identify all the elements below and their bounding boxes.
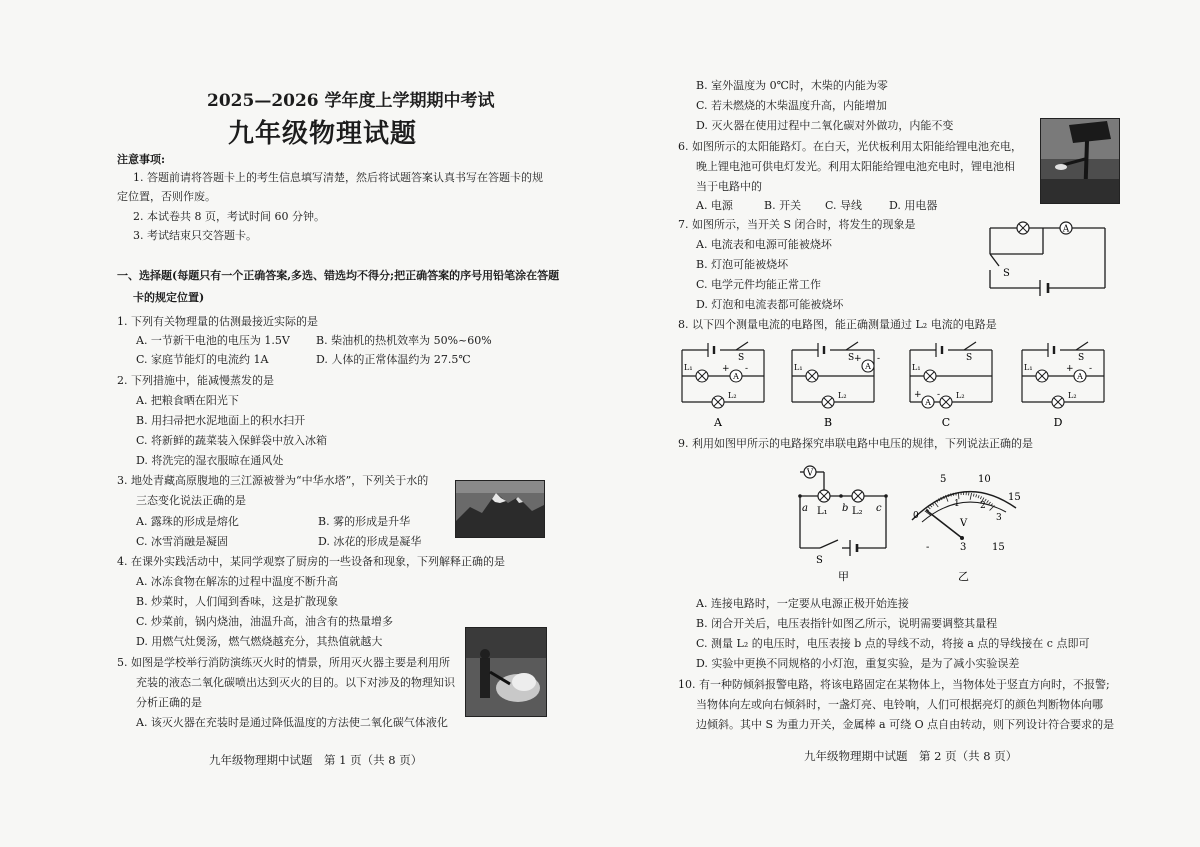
q5-stem-cont: 充装的液态二氧化碳喷出达到灭火的目的。以下对涉及的物理知识 [136, 676, 455, 689]
dial-tick [989, 502, 991, 504]
q5-option-b: B. 室外温度为 0℃时，木柴的内能为零 [696, 79, 888, 92]
q6-stem-cont2: 当于电路中的 [696, 180, 762, 193]
q9-lamp-1 [818, 490, 830, 502]
svg-text:-: - [877, 354, 881, 364]
notes-item-2: 2. 本试卷共 8 页，考试时间 60 分钟。 [133, 210, 325, 223]
q8-label-2: C [941, 416, 951, 429]
q8-circuit-b [792, 342, 880, 429]
q5-stem-cont2: 分析正确的是 [136, 696, 202, 709]
q6-stem-cont: 晚上锂电池可供电灯发光。利用太阳能给锂电池充电时，锂电池相 [696, 160, 1015, 173]
dial-tick [953, 493, 954, 496]
q8-circuit-d [1022, 342, 1104, 429]
dial-tick [978, 495, 979, 498]
q9-scale-top-10: 10 [978, 474, 991, 485]
solar-streetlight-photo [1040, 118, 1120, 204]
svg-text:S: S [1078, 353, 1085, 363]
svg-text:+: + [1066, 364, 1074, 374]
q1-option-c: C. 家庭节能灯的电流约 1A [136, 353, 269, 366]
section-heading: 一、选择题(每题只有一个正确答案,多选、错选均不得分;把正确答案的序号用铅笔涂在答题 [117, 269, 560, 282]
page-title: 九年级物理试题 [228, 119, 418, 149]
svg-text:L₂: L₂ [1068, 391, 1077, 400]
q9-point-c: c [876, 503, 882, 514]
q4-option-d: D. 用燃气灶煲汤，燃气燃烧越充分，其热值就越大 [136, 635, 383, 648]
q7-switch-label: S [1003, 268, 1010, 279]
q9-dial-pointer [926, 510, 962, 538]
q8-circuit-diagrams [678, 338, 1130, 432]
q3-option-d: D. 冰花的形成是凝华 [318, 535, 422, 548]
q9-scale-bottom-2: 2 [980, 501, 986, 511]
svg-text:-: - [937, 390, 941, 400]
q2-option-d: D. 将洗完的湿衣服晾在通风处 [136, 454, 284, 467]
q4-stem: 4. 在课外实践活动中，某同学观察了厨房的一些设备和现象，下列解释正确的是 [117, 555, 505, 568]
q10-stem-cont: 当物体向左或向右倾斜时，一盏灯亮、电铃响，人们可根据亮灯的颜色判断物体向哪 [696, 698, 1103, 711]
q9-point-b: b [842, 503, 849, 514]
section-heading-cont: 卡的规定位置) [133, 291, 205, 304]
q9-caption-yi: 乙 [958, 570, 969, 583]
q9-lamp1-label: L₁ [817, 506, 828, 517]
q9-point-a: a [802, 503, 808, 514]
q6-option-d: D. 用电器 [889, 199, 938, 212]
q1-option-b: B. 柴油机的热机效率为 50%~60% [316, 334, 492, 347]
q3-option-b: B. 雾的形成是升华 [318, 515, 411, 528]
exam-heading: 2025—2026 学年度上学期期中考试 [207, 91, 495, 111]
dial-tick [928, 507, 930, 509]
dial-tick [970, 493, 971, 500]
svg-text:-: - [1089, 364, 1093, 374]
q9-caption-jia: 甲 [838, 570, 849, 583]
notes-heading: 注意事项: [117, 153, 166, 166]
q9-scale-top-15: 15 [1008, 492, 1021, 503]
svg-text:S: S [738, 353, 745, 363]
q1-option-d: D. 人体的正常体温约为 27.5℃ [316, 353, 471, 366]
svg-text:A: A [925, 398, 931, 408]
dial-tick [976, 494, 977, 497]
q9-option-a: A. 连接电路时，一定要从电源正极开始连接 [696, 597, 909, 610]
svg-text:+: + [722, 364, 730, 374]
q9-switch-label: S [816, 555, 823, 566]
q9-option-d: D. 实验中更换不同规格的小灯泡，重复实验，是为了减小实验误差 [696, 657, 1020, 670]
q3-stem-cont: 三态变化说法正确的是 [136, 494, 246, 507]
q6-option-c: C. 导线 [825, 199, 863, 212]
notes-item-3: 3. 考试结束只交答题卡。 [133, 229, 257, 242]
q2-stem: 2. 下列措施中，能减慢蒸发的是 [117, 374, 274, 387]
q7-option-a: A. 电流表和电源可能被烧坏 [696, 238, 832, 251]
q9-scale-bottom-1: 1 [954, 499, 960, 509]
footer-page-1: 九年级物理期中试题 第 1 页（共 8 页） [209, 753, 423, 767]
right-page [600, 0, 1200, 847]
q5-option-c: C. 若未燃烧的木柴温度升高，内能增加 [696, 99, 888, 112]
q2-option-b: B. 用扫帚把水泥地面上的积水扫开 [136, 414, 306, 427]
svg-text:L₁: L₁ [912, 363, 921, 372]
q10-stem-cont2: 边倾斜。其中 S 为重力开关，金属棒 a 可绕 O 点自由转动，则下列设计符合要求的是 [696, 718, 1115, 731]
svg-text:S: S [966, 353, 973, 363]
q5-option-a: A. 该灭火器在充装时是通过降低温度的方法使二氧化碳气体液化 [136, 716, 448, 729]
q9-figures [790, 460, 1040, 585]
svg-text:L₂: L₂ [956, 391, 965, 400]
svg-text:-: - [745, 364, 749, 374]
q6-stem: 6. 如图所示的太阳能路灯。在白天，光伏板利用太阳能给锂电池充电， [678, 140, 1022, 153]
q1-stem: 1. 下列有关物理量的估测最接近实际的是 [117, 315, 318, 328]
q9-option-b: B. 闭合开关后，电压表指针如图乙所示，说明需要调整其量程 [696, 617, 998, 630]
notes-item-1-cont: 定位置，否则作废。 [117, 190, 216, 203]
q7-ammeter-label: A [1062, 224, 1070, 235]
q10-stem: 10. 有一种防倾斜报警电路，将该电路固定在某物体上，当物体处于竖直方向时，不报警; [678, 678, 1110, 691]
svg-text:+: + [854, 354, 862, 364]
q8-label-0: A [714, 416, 722, 429]
svg-text:L₂: L₂ [838, 391, 847, 400]
fire-drill-photo [465, 627, 547, 717]
svg-text:A: A [865, 362, 871, 372]
q7-lamp [1017, 222, 1029, 234]
q9-terminal-3: 3 [960, 542, 967, 553]
q3-option-c: C. 冰雪消融是凝固 [136, 535, 229, 548]
q7-stem: 7. 如图所示，当开关 S 闭合时，将发生的现象是 [678, 218, 916, 231]
notes-item-1: 1. 答题前请将答题卡上的考生信息填写清楚，然后将试题答案认真书写在答题卡的规 [133, 171, 543, 184]
q8-figures [682, 342, 1104, 429]
svg-text:S: S [848, 353, 855, 363]
q2-option-c: C. 将新鲜的蔬菜装入保鲜袋中放入冰箱 [136, 434, 328, 447]
q7-option-d: D. 灯泡和电流表都可能被烧坏 [696, 298, 844, 311]
q8-label-3: D [1053, 416, 1063, 429]
svg-text:+: + [914, 390, 922, 400]
q7-option-c: C. 电学元件均能正常工作 [696, 278, 822, 291]
q9-scale-bottom-3: 3 [996, 513, 1002, 523]
dial-tick [930, 505, 932, 507]
q8-stem: 8. 以下四个测量电流的电路图，能正确测量通过 L₂ 电流的电路是 [678, 318, 997, 331]
q5-stem: 5. 如图是学校举行消防演练灭火时的情景，所用灭火器主要是利用所 [117, 656, 450, 669]
q4-option-c: C. 炒菜前，锅内烧油，油温升高，油含有的热量增多 [136, 615, 394, 628]
dial-tick [987, 500, 989, 502]
q4-option-b: B. 炒菜时，人们闻到香味，这是扩散现象 [136, 595, 339, 608]
q9-voltmeter-label: V [806, 468, 814, 479]
q5-option-d: D. 灭火器在使用过程中二氧化碳对外做功，内能不变 [696, 119, 954, 132]
q6-option-b: B. 开关 [764, 199, 802, 212]
q8-circuit-a [682, 342, 764, 429]
q9-option-c: C. 测量 L₂ 的电压时，电压表接 b 点的导线不动，将接 a 点的导线接在 c 点即可 [696, 637, 1090, 650]
q1-option-a: A. 一节新干电池的电压为 1.5V [136, 334, 290, 347]
q4-option-a: A. 冰冻食物在解冻的过程中温度不断升高 [136, 575, 338, 588]
q9-stem: 9. 利用如图甲所示的电路探究串联电路中电压的规律，下列说法正确的是 [678, 437, 1033, 450]
q7-option-b: B. 灯泡可能被烧坏 [696, 258, 789, 271]
svg-text:A: A [1077, 372, 1083, 382]
dial-tick [980, 496, 981, 499]
q3-stem: 3. 地处青藏高原腹地的三江源被誉为“中华水塔”，下列关于水的 [117, 474, 429, 487]
q6-option-a: A. 电源 [696, 199, 733, 212]
snow-mountain-photo [455, 480, 545, 538]
q2-option-a: A. 把粮食晒在阳光下 [136, 394, 239, 407]
svg-text:L₂: L₂ [728, 391, 737, 400]
dial-tick [973, 494, 974, 497]
q9-terminal-minus: - [926, 542, 930, 553]
footer-page-2: 九年级物理期中试题 第 2 页（共 8 页） [804, 749, 1018, 763]
q9-circuit-jia [800, 472, 886, 556]
q7-circuit-diagram [985, 218, 1115, 300]
svg-text:L₁: L₁ [684, 363, 693, 372]
q3-option-a: A. 露珠的形成是熔化 [136, 515, 239, 528]
q9-dial-unit: V [960, 518, 968, 529]
q9-lamp2-label: L₂ [852, 506, 863, 517]
q9-scale-top-5: 5 [940, 474, 947, 485]
svg-text:A: A [733, 372, 739, 382]
q8-label-1: B [823, 416, 833, 429]
q8-circuit-c [910, 342, 992, 429]
svg-text:L₁: L₁ [794, 363, 803, 372]
svg-text:L₁: L₁ [1024, 363, 1033, 372]
q9-terminal-15: 15 [992, 542, 1005, 553]
q9-lamp-2 [852, 490, 864, 502]
q9-scale-bottom-0: 0 [913, 511, 919, 521]
